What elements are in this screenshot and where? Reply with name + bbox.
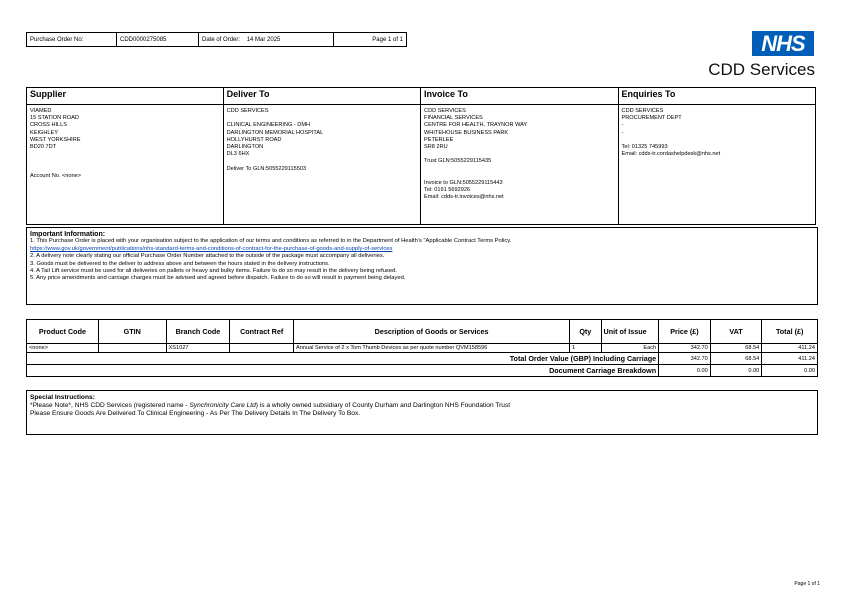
deliver-to-heading: Deliver To	[223, 88, 420, 105]
supplier-line	[30, 166, 220, 173]
supplier-address	[27, 105, 224, 225]
po-number: CDD0000275085	[117, 33, 199, 47]
deliver-to-address	[223, 105, 420, 225]
carriage-total: 0.00	[762, 365, 818, 377]
cell-qty: 1	[570, 344, 601, 353]
order-header	[26, 32, 407, 47]
invoice-to-heading: Invoice To	[421, 88, 619, 105]
enquiries-line: PROCUREMENT DEPT	[621, 115, 682, 122]
special-instructions	[26, 390, 818, 435]
enquiries-line: -	[621, 129, 624, 136]
nhs-logo: NHS	[752, 31, 814, 56]
important-item-1: 1. This Purchase Order is placed with your organisation subject to the application of our terms and conditions as referred to in the Department of Health's "Applicable Contract Terms Policy.	[30, 238, 512, 245]
cell-total: 411.24	[762, 344, 818, 353]
enquiries-line: CDD SERVICES	[621, 108, 664, 114]
order-date-value: 14 Mar 2025	[246, 36, 281, 43]
cell-description: Annual Service of 2 x Tom Thumb Devices as per quote number QVM158596	[294, 344, 570, 353]
invoice-email: Email: cdds-tr.invoices@nhs.net	[424, 194, 504, 201]
supplier-heading: Supplier	[27, 88, 224, 105]
invoice-line: SR8 2RU	[424, 144, 448, 151]
deliver-line: HOLLYHURST ROAD	[226, 136, 282, 143]
important-title: Important Information:	[30, 231, 106, 238]
important-information	[26, 227, 818, 305]
special-title: Special Instructions:	[30, 394, 95, 401]
cell-product-code: <none>	[27, 344, 99, 353]
po-label: Purchase Order No:	[27, 33, 117, 47]
carriage-row	[27, 365, 818, 377]
total-order-total: 411.24	[762, 353, 818, 365]
goods-header-row	[27, 320, 818, 344]
supplier-account-no: Account No. <none>	[30, 172, 82, 179]
invoice-line: CENTRE FOR HEALTH, TRAYNOR WAY	[424, 122, 528, 129]
invoice-to-address	[421, 105, 619, 225]
supplier-line: KEIGHLEY	[30, 129, 58, 136]
invoice-gln: Invoice to GLN:5055229115443	[424, 179, 503, 186]
order-date	[199, 33, 334, 47]
deliver-line: DL3 6HX	[226, 151, 250, 158]
cell-gtin	[98, 344, 166, 353]
col-total: Total (£)	[762, 320, 818, 344]
invoice-line: WHITEHOUSE BUSINESS PARK	[424, 129, 509, 136]
enquiries-tel: Tel: 01325 745993	[621, 144, 668, 150]
supplier-line: WEST YORKSHIRE	[30, 136, 81, 143]
cell-unit-of-issue: Each	[601, 344, 659, 353]
supplier-line: CROSS HILLS	[30, 122, 67, 129]
enquiries-line: -	[621, 122, 624, 129]
important-item-4: 4. A Tail Lift service must be used for all deliveries on pallets or heavy and bulky items. Failure to do so may result in the delivery being refused.	[30, 268, 397, 275]
col-qty: Qty	[570, 320, 601, 344]
enquiries-to-heading: Enquiries To	[618, 88, 815, 105]
invoice-line	[424, 166, 615, 173]
important-item-5: 5. Any price amendments and carriage charges must be advised and agreed before dispatch. Failure to do so will result in payment being delayed.	[30, 275, 406, 282]
deliver-line	[227, 158, 417, 165]
important-item-3: 3. Goods must be delivered to the deliver to address above and between the hours stated in the delivery instructions.	[30, 260, 330, 267]
supplier-line	[30, 151, 220, 158]
carriage-label: Document Carriage Breakdown	[27, 365, 659, 377]
col-gtin: GTIN	[98, 320, 166, 344]
address-table	[26, 87, 816, 225]
deliver-line: DARLINGTON MEMORIAL HOSPITAL	[226, 129, 324, 136]
col-description: Description of Goods or Services	[294, 320, 570, 344]
invoice-line: PETERLEE	[424, 136, 454, 143]
deliver-line	[227, 115, 417, 122]
deliver-line: DARLINGTON	[226, 144, 264, 150]
footer-page-number: Page 1 of 1	[794, 581, 820, 587]
col-vat: VAT	[710, 320, 762, 344]
page-number: Page 1 of 1	[334, 33, 407, 47]
invoice-line	[424, 151, 615, 158]
special-line-1-prefix: *Please Note*, NHS CDD Services (registered name -	[30, 402, 190, 409]
cell-price: 342.70	[659, 344, 711, 353]
supplier-line: 15 STATION ROAD	[30, 115, 79, 122]
invoice-trust-gln: Trust GLN:5055229115435	[424, 158, 492, 165]
total-order-row	[27, 353, 818, 365]
important-item-2: 2. A delivery note clearly stating our official Purchase Order Number attached to the outside of the package must accompany all deliveries.	[30, 253, 385, 260]
supplier-line: BD20 7DT	[30, 144, 57, 151]
deliver-line: CDD SERVICES	[226, 108, 269, 114]
invoice-line	[424, 173, 615, 180]
invoice-line: CDD SERVICES	[424, 108, 466, 114]
col-product-code: Product Code	[27, 320, 99, 344]
special-line-2: Please Ensure Goods Are Delivered To Clinical Engineering - As Per The Delivery Details In The Delivery To Box.	[30, 410, 361, 417]
order-date-label: Date of Order:	[202, 36, 241, 43]
cell-branch-code: XS1027	[166, 344, 230, 353]
special-line-1-suffix: ) is a wholly owned subsidiary of County Durham and Darlington NHS Foundation Trust	[255, 402, 511, 409]
total-order-label: Total Order Value (GBP) Including Carriage	[27, 353, 659, 365]
enquiries-email: Email: cdds-tr.cordashelpdesk@nhs.net	[621, 151, 721, 158]
terms-link[interactable]: https://www.gov.uk/government/publications/nhs-standard-terms-and-conditions-of-contract-for-the-purchase-of-goods-and-supply-of-services	[30, 245, 393, 252]
enquiries-to-address	[618, 105, 815, 225]
col-unit-of-issue: Unit of Issue	[601, 320, 659, 344]
col-branch-code: Branch Code	[166, 320, 230, 344]
registered-name: Synchronicity Care Ltd	[189, 402, 256, 409]
service-name: CDD Services	[708, 60, 815, 79]
invoice-tel: Tel: 0191 5692926	[424, 187, 471, 194]
total-order-vat: 68.54	[710, 353, 762, 365]
supplier-line: VIAMED	[30, 108, 52, 114]
invoice-line: FINANCIAL SERVICES	[424, 115, 483, 122]
col-contract-ref: Contract Ref	[230, 320, 294, 344]
carriage-vat: 0.00	[710, 365, 762, 377]
deliver-line: CLINICAL ENGINEERING - DMH	[226, 122, 311, 129]
carriage-price: 0.00	[659, 365, 711, 377]
cell-contract-ref	[230, 344, 294, 353]
special-line-1	[30, 402, 814, 410]
cell-vat: 68.54	[710, 344, 762, 353]
enquiries-line	[622, 137, 812, 144]
table-row	[27, 344, 818, 353]
goods-table	[26, 319, 818, 377]
total-order-price: 342.70	[659, 353, 711, 365]
col-price: Price (£)	[659, 320, 711, 344]
supplier-line	[30, 158, 220, 165]
deliver-gln: Deliver To GLN:5055229115503	[226, 165, 307, 172]
